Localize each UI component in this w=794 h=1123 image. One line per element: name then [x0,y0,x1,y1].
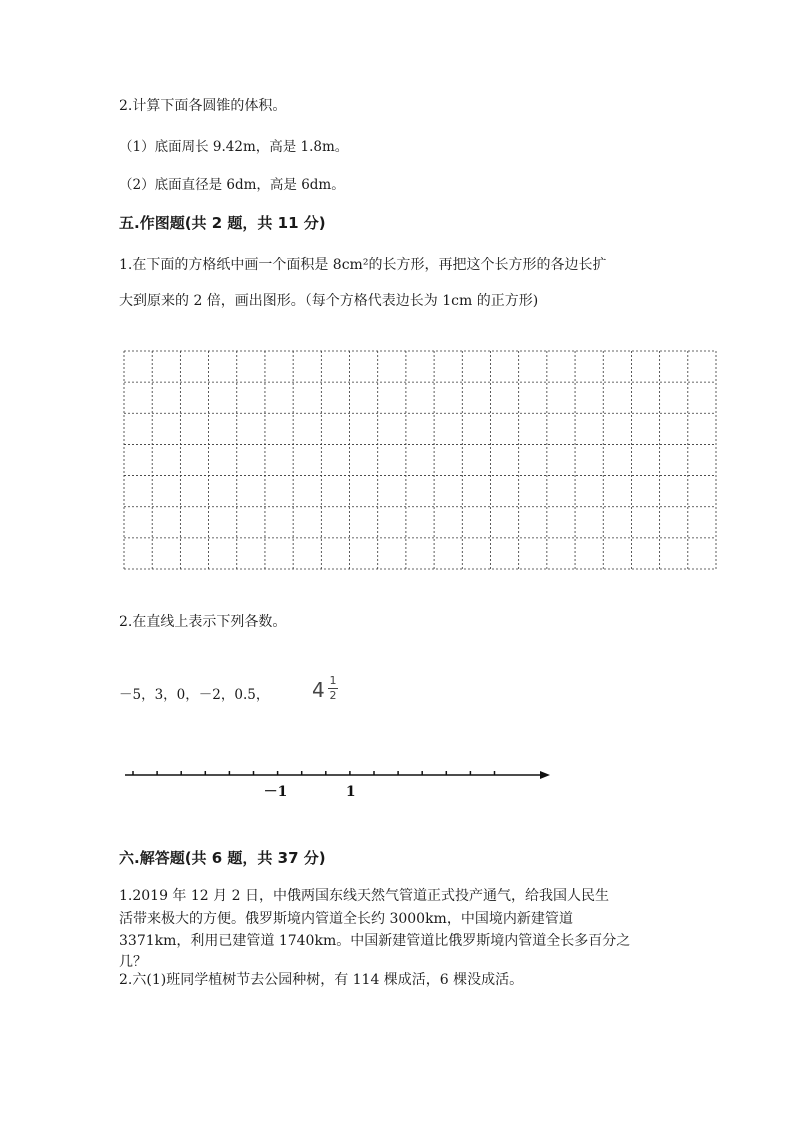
number-line-label: 1 [345,784,356,800]
answer-question-1-line-2: 活带来极大的方便。俄罗斯境内管道全长约 3000km，中国境内新建管道 [119,911,573,927]
mixed-number-whole: 4 [312,678,325,702]
fraction-numerator: 1 [329,674,337,687]
fraction-denominator: 2 [329,689,337,702]
answer-question-1-line-3: 3371km，利用已建管道 1740km。中国新建管道比俄罗斯境内管道全长多百分之 [119,933,631,949]
section-5-heading: 五.作图题(共 2 题，共 11 分) [119,214,326,232]
answer-question-2-line-1: 2.六(1)班同学植树节去公园种树，有 114 棵成活，6 棵没成活。 [119,972,524,988]
question-2-title: 2.计算下面各圆锥的体积。 [119,98,287,114]
section-6-heading: 六.解答题(共 6 题，共 37 分) [119,849,326,867]
number-line-arrow [540,771,550,779]
answer-question-1-line-1: 1.2019 年 12 月 2 日，中俄两国东线天然气管道正式投产通气，给我国人民生 [119,888,609,904]
square-grid[interactable] [123,350,717,570]
mixed-number-fraction [328,675,338,702]
drawing-question-1-line-1: 1.在下面的方格纸中画一个面积是 8cm²的长方形，再把这个长方形的各边长扩 [119,257,607,273]
question-2-part-2: （2）底面直径是 6dm，高是 6dm。 [119,177,345,193]
question-2-part-1: （1）底面周长 9.42m，高是 1.8m。 [119,139,349,155]
answer-question-1-line-4: 几？ [119,954,147,970]
drawing-question-2-title: 2.在直线上表示下列各数。 [119,614,287,630]
number-line[interactable] [120,755,560,805]
number-line-label: －1 [263,784,288,800]
drawing-question-1-line-2: 大到原来的 2 倍，画出图形。（每个方格代表边长为 1cm 的正方形) [119,293,539,309]
numbers-to-plot: －5，3，0，－2，0.5， [119,687,270,703]
